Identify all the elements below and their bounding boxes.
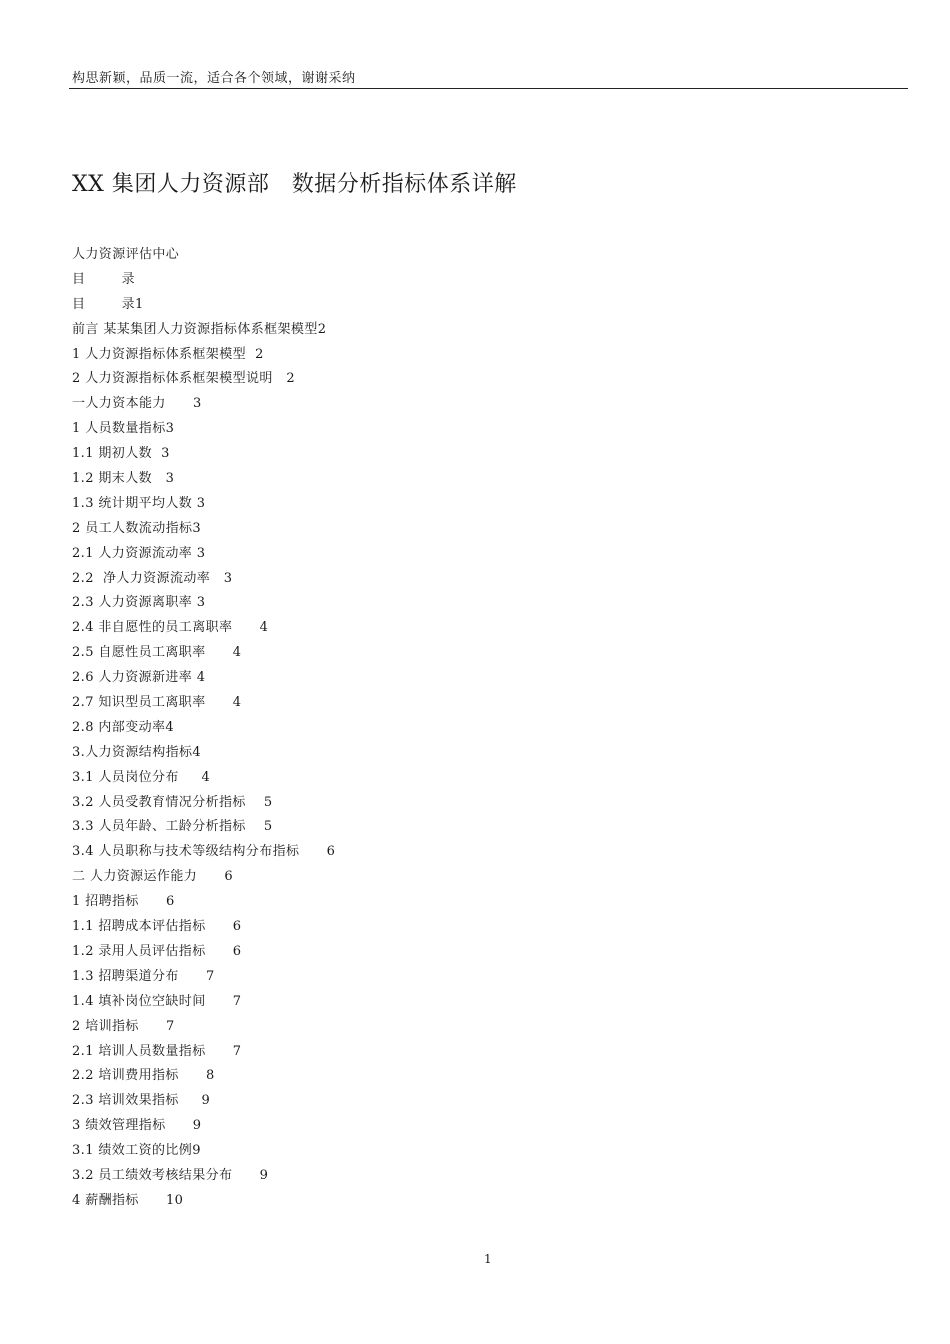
toc-entry: 2.1 人力资源流动率 3 [72, 545, 206, 561]
toc-entry: 目 录 [72, 271, 136, 287]
toc-entry: 人力资源评估中心 [72, 247, 180, 262]
toc-entry: 1.3 招聘渠道分布 7 [72, 968, 215, 984]
toc-entry: 3.3 人员年龄、工龄分析指标 5 [72, 819, 273, 835]
toc-entry: 3.1 绩效工资的比例9 [72, 1143, 201, 1159]
toc-entry: 二 人力资源运作能力 6 [72, 869, 233, 885]
toc-entry: 一人力资本能力 3 [72, 396, 202, 412]
toc-entry: 1 人力资源指标体系框架模型 2 [72, 346, 264, 362]
toc-entry: 2.7 知识型员工离职率 4 [72, 695, 242, 711]
toc-entry: 2.2 培训费用指标 8 [72, 1068, 215, 1084]
toc-entry: 1.4 填补岗位空缺时间 7 [72, 993, 242, 1009]
toc-entry: 2 人力资源指标体系框架模型说明 2 [72, 371, 296, 387]
toc-entry: 1.1 期初人数 3 [72, 446, 170, 462]
toc-entry: 2.1 培训人员数量指标 7 [72, 1043, 242, 1059]
toc-entry: 3.1 人员岗位分布 4 [72, 769, 211, 785]
header-slogan: 构思新颖，品质一流，适合各个领域，谢谢采纳 [72, 71, 356, 86]
toc-entry: 目 录1 [72, 296, 144, 312]
toc-entry: 2.5 自愿性员工离职率 4 [72, 645, 242, 661]
toc-entry: 2.3 人力资源离职率 3 [72, 595, 206, 611]
toc-entry: 3.2 员工绩效考核结果分布 9 [72, 1167, 269, 1183]
toc-entry: 2.2 净人力资源流动率 3 [72, 570, 233, 586]
toc-entry: 1.1 招聘成本评估指标 6 [72, 919, 242, 935]
toc-entry: 2.6 人力资源新进率 4 [72, 670, 206, 686]
toc-entry: 2 员工人数流动指标3 [72, 520, 202, 536]
toc-entry: 1 招聘指标 6 [72, 894, 175, 910]
toc-entry: 前言 某某集团人力资源指标体系框架模型2 [72, 321, 327, 337]
page-number: 1 [484, 1252, 492, 1266]
toc-entry: 1.2 期末人数 3 [72, 471, 175, 487]
toc-entry: 3.2 人员受教育情况分析指标 5 [72, 794, 273, 810]
toc-entry: 2 培训指标 7 [72, 1018, 175, 1034]
toc-entry: 1 人员数量指标3 [72, 421, 175, 437]
toc-entry: 2.4 非自愿性的员工离职率 4 [72, 620, 269, 636]
toc-entry: 3 绩效管理指标 9 [72, 1118, 202, 1134]
toc-entry: 3.人力资源结构指标4 [72, 744, 202, 760]
toc-entry: 2.8 内部变动率4 [72, 719, 175, 735]
document-title: XX 集团人力资源部 数据分析指标体系详解 [72, 172, 517, 197]
toc-entry: 1.3 统计期平均人数 3 [72, 495, 206, 511]
toc-entry: 2.3 培训效果指标 9 [72, 1093, 211, 1109]
table-of-contents [72, 243, 335, 1214]
header-divider [69, 88, 908, 89]
toc-entry: 4 薪酬指标 10 [72, 1192, 184, 1208]
toc-entry: 3.4 人员职称与技术等级结构分布指标 6 [72, 844, 336, 860]
toc-entry: 1.2 录用人员评估指标 6 [72, 943, 242, 959]
